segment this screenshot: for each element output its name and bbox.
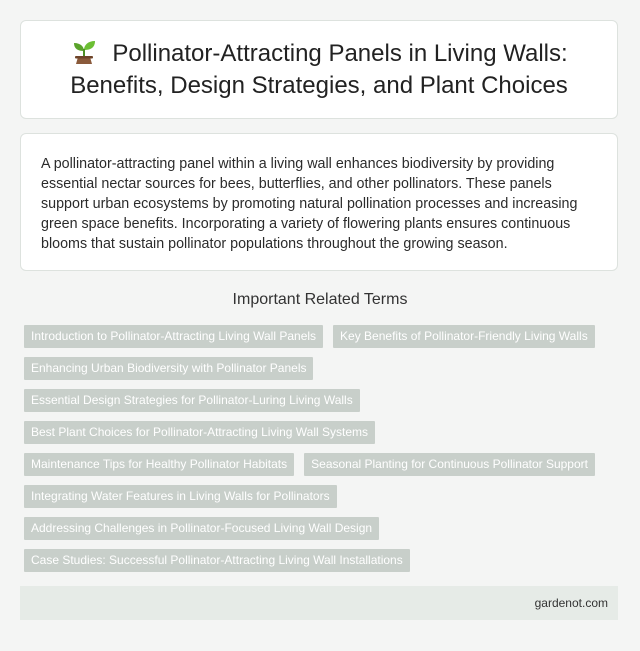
- summary-card: [20, 133, 618, 271]
- related-term-tag[interactable]: Key Benefits of Pollinator-Friendly Living Walls: [333, 325, 595, 348]
- footer: [20, 586, 618, 620]
- related-term-tag[interactable]: Integrating Water Features in Living Walls for Pollinators: [24, 485, 337, 508]
- page-title: [21, 38, 617, 102]
- title-card: [20, 20, 618, 119]
- related-term-tag[interactable]: Maintenance Tips for Healthy Pollinator Habitats: [24, 453, 294, 476]
- related-term-tag[interactable]: Seasonal Planting for Continuous Pollinator Support: [304, 453, 595, 476]
- related-term-tag[interactable]: Introduction to Pollinator-Attracting Living Wall Panels: [24, 325, 323, 348]
- related-term-tag[interactable]: Addressing Challenges in Pollinator-Focused Living Wall Design: [24, 517, 379, 540]
- sprout-icon: [70, 38, 98, 64]
- related-term-tag[interactable]: Case Studies: Successful Pollinator-Attracting Living Wall Installations: [24, 549, 410, 572]
- related-term-tag[interactable]: Enhancing Urban Biodiversity with Pollinator Panels: [24, 357, 313, 380]
- summary-text: A pollinator-attracting panel within a living wall enhances biodiversity by providing essential nectar sources for bees, butterflies, and other pollinators. These panels support urban ecosystems by promoting natural pollination processes and increasing green space benefits. Incorporating a variety of flowering plants ensures continuous blooms that sustain pollinator populations throughout the growing season.: [41, 156, 578, 252]
- related-terms-list: [24, 325, 616, 572]
- related-term-tag[interactable]: Essential Design Strategies for Pollinator-Luring Living Walls: [24, 389, 360, 412]
- related-terms-heading: Important Related Terms: [232, 291, 408, 308]
- related-term-tag[interactable]: Best Plant Choices for Pollinator-Attracting Living Wall Systems: [24, 421, 375, 444]
- footer-site-link[interactable]: gardenot.com: [534, 596, 608, 610]
- page-title-text: Pollinator-Attracting Panels in Living Walls: Benefits, Design Strategies, and Plant Choices: [70, 39, 568, 99]
